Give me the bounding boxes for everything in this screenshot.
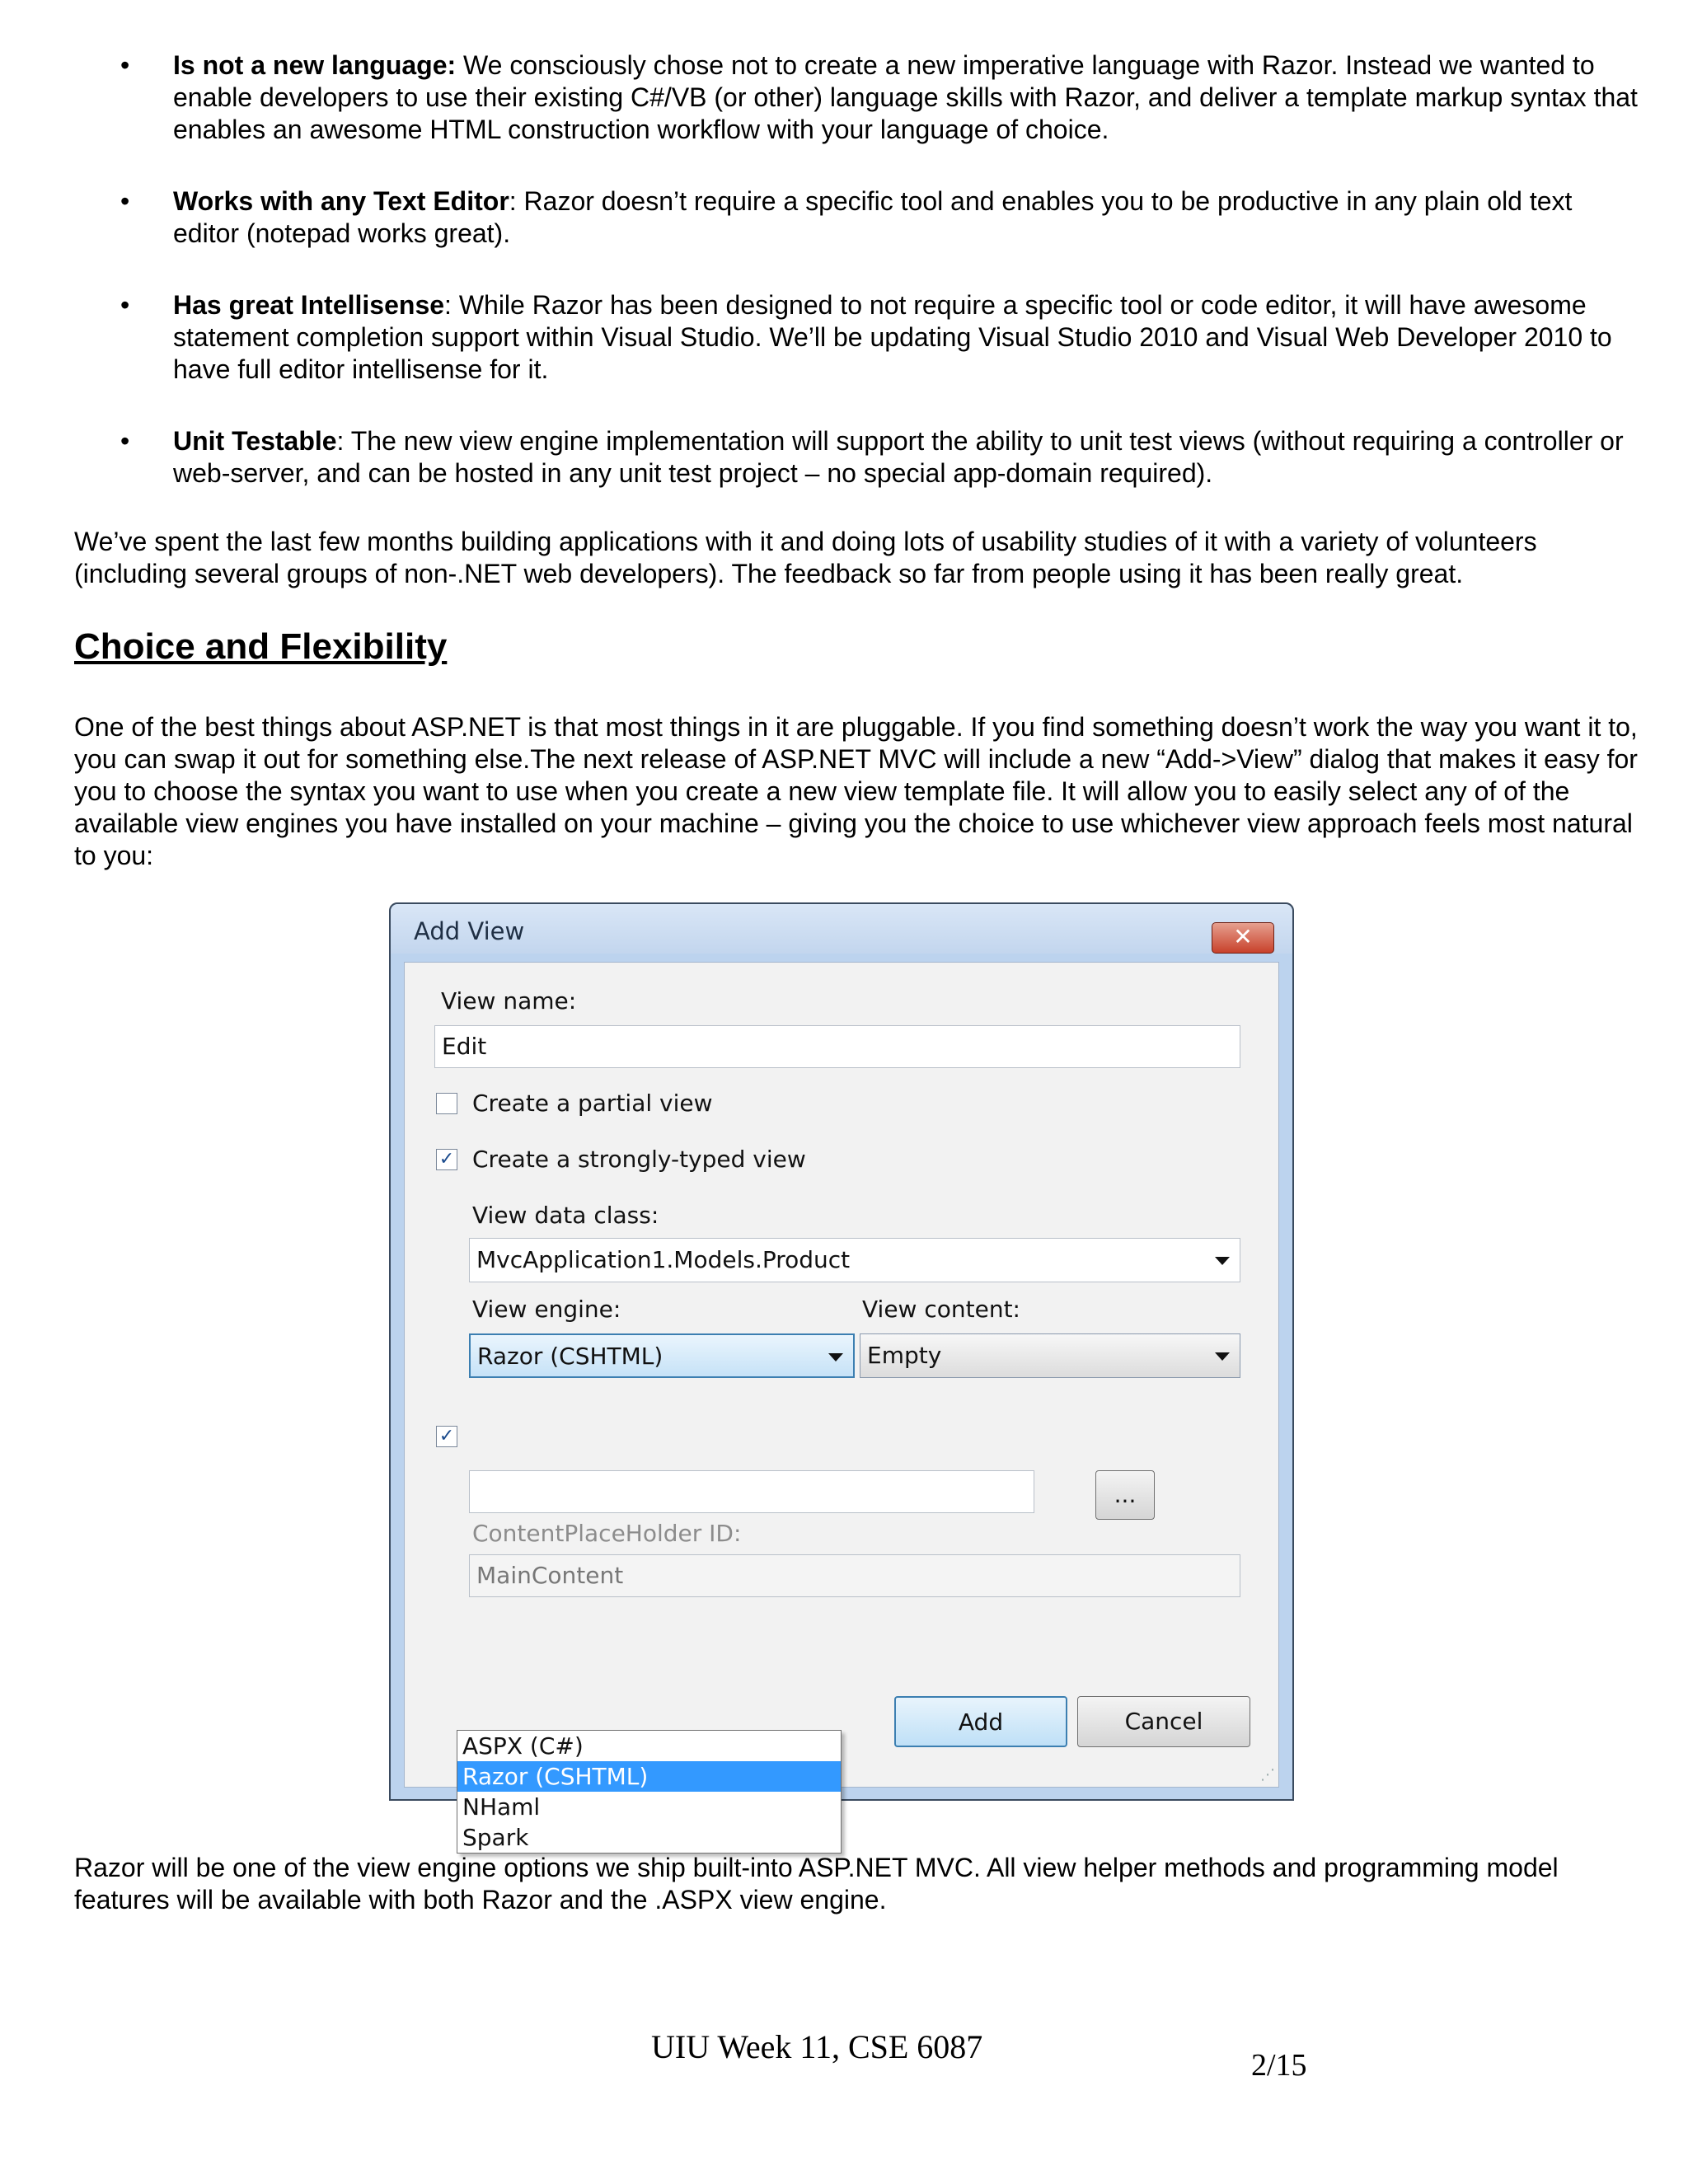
view-data-class-combo[interactable] bbox=[469, 1238, 1240, 1282]
placeholder-id-label: ContentPlaceHolder ID: bbox=[472, 1520, 742, 1547]
chevron-down-icon bbox=[1215, 1352, 1230, 1361]
dropdown-option-nhaml[interactable]: NHaml bbox=[462, 1793, 541, 1821]
bullet-icon: • bbox=[120, 186, 130, 216]
bullet-text: : Razor doesn’t require a specific tool and enables you to be productive in any plain old text editor (notepad works great). bbox=[173, 186, 1573, 248]
partial-view-checkbox[interactable] bbox=[436, 1093, 457, 1114]
bullet-title: Unit Testable bbox=[173, 426, 337, 456]
view-engine-value: Razor (CSHTML) bbox=[477, 1343, 663, 1370]
partial-view-label: Create a partial view bbox=[472, 1090, 713, 1117]
dialog-client-area bbox=[404, 962, 1279, 1788]
resize-grip-icon[interactable]: ⋰ bbox=[1260, 1766, 1275, 1783]
bullet-item bbox=[74, 185, 1640, 250]
checkmark-icon: ✓ bbox=[438, 1426, 455, 1446]
bullet-item bbox=[74, 289, 1640, 386]
section-heading: Choice and Flexibility bbox=[74, 626, 448, 667]
dropdown-option-spark[interactable]: Spark bbox=[462, 1824, 529, 1851]
view-engine-select[interactable] bbox=[469, 1333, 855, 1378]
view-content-value: Empty bbox=[867, 1342, 942, 1369]
bullet-icon: • bbox=[120, 426, 130, 456]
view-engine-label: View engine: bbox=[472, 1296, 621, 1323]
dialog-title: Add View bbox=[414, 917, 525, 945]
footer-course: UIU Week 11, CSE 6087 bbox=[651, 2028, 983, 2065]
feature-bullet-list bbox=[74, 49, 1640, 529]
add-view-dialog bbox=[389, 902, 1294, 1851]
add-button[interactable]: Add bbox=[894, 1696, 1067, 1747]
master-page-checkbox[interactable] bbox=[436, 1426, 457, 1447]
cancel-button[interactable]: Cancel bbox=[1077, 1696, 1250, 1747]
bullet-icon: • bbox=[120, 50, 130, 80]
strongly-typed-label: Create a strongly-typed view bbox=[472, 1146, 806, 1173]
bullet-text: : While Razor has been designed to not require a specific tool or code editor, it will have awesome statement completion support within Visual Studio. We’ll be updating Visual Studio 2010 and Visual Web Developer 2010 to have full editor intellisense for it. bbox=[173, 290, 1612, 384]
view-content-select[interactable] bbox=[860, 1333, 1240, 1378]
chevron-down-icon bbox=[1215, 1257, 1230, 1265]
bullet-item bbox=[74, 425, 1640, 490]
page-number: 2/15 bbox=[1251, 2048, 1307, 2083]
dialog-titlebar bbox=[391, 904, 1292, 954]
chevron-down-icon bbox=[828, 1353, 843, 1361]
body-paragraph: We’ve spent the last few months building applications with it and doing lots of usability studies of it with a variety of volunteers (including several groups of non-.NET web developers). The feedback so far from people using it has been really great. bbox=[74, 527, 1537, 588]
master-page-input[interactable] bbox=[469, 1470, 1034, 1513]
view-engine-dropdown-list bbox=[457, 1730, 842, 1854]
body-paragraph: Razor will be one of the view engine options we ship built-into ASP.NET MVC. All view helper methods and programming model features will be available with both Razor and the .ASPX view engine. bbox=[74, 1853, 1559, 1915]
placeholder-id-input[interactable]: MainContent bbox=[469, 1554, 1240, 1597]
checkmark-icon: ✓ bbox=[438, 1149, 455, 1169]
view-name-input[interactable]: Edit bbox=[434, 1025, 1240, 1068]
bullet-item bbox=[74, 49, 1640, 146]
dropdown-option-razor[interactable]: Razor (CSHTML) bbox=[457, 1761, 841, 1792]
bullet-text: : The new view engine implementation will support the ability to unit test views (without requiring a controller or web-server, and can be hosted in any unit test project – no special app-domain required). bbox=[173, 426, 1624, 488]
body-paragraph: One of the best things about ASP.NET is that most things in it are pluggable. If you find something doesn’t work the way you want it to, you can swap it out for something else.The next release of ASP.NET MVC will include a new “Add->View” dialog that makes it easy for you to choose the syntax you want to use when you create a new view template file. It will allow you to easily select any of of the available view engines you have installed on your machine – giving you the choice to use whichever view approach feels most natural to you: bbox=[74, 712, 1638, 870]
close-icon: ✕ bbox=[1233, 923, 1253, 950]
view-data-class-label: View data class: bbox=[472, 1202, 659, 1229]
dropdown-option-aspx[interactable]: ASPX (C#) bbox=[462, 1732, 584, 1760]
bullet-title: Works with any Text Editor bbox=[173, 186, 509, 216]
view-content-label: View content: bbox=[862, 1296, 1020, 1323]
browse-button[interactable]: ... bbox=[1095, 1470, 1155, 1520]
bullet-title: Has great Intellisense bbox=[173, 290, 445, 320]
strongly-typed-checkbox[interactable] bbox=[436, 1149, 457, 1170]
view-name-label: View name: bbox=[441, 987, 577, 1015]
view-data-class-value: MvcApplication1.Models.Product bbox=[476, 1246, 851, 1273]
bullet-icon: • bbox=[120, 290, 130, 320]
bullet-title: Is not a new language: bbox=[173, 50, 457, 80]
close-button[interactable] bbox=[1212, 922, 1274, 954]
bullet-text: We consciously chose not to create a new imperative language with Razor. Instead we wanted to enable developers to use their existing C#/VB (or other) language skills with Razor, and deliver a template markup syntax that enables an awesome HTML construction workflow with your language of choice. bbox=[173, 50, 1638, 144]
